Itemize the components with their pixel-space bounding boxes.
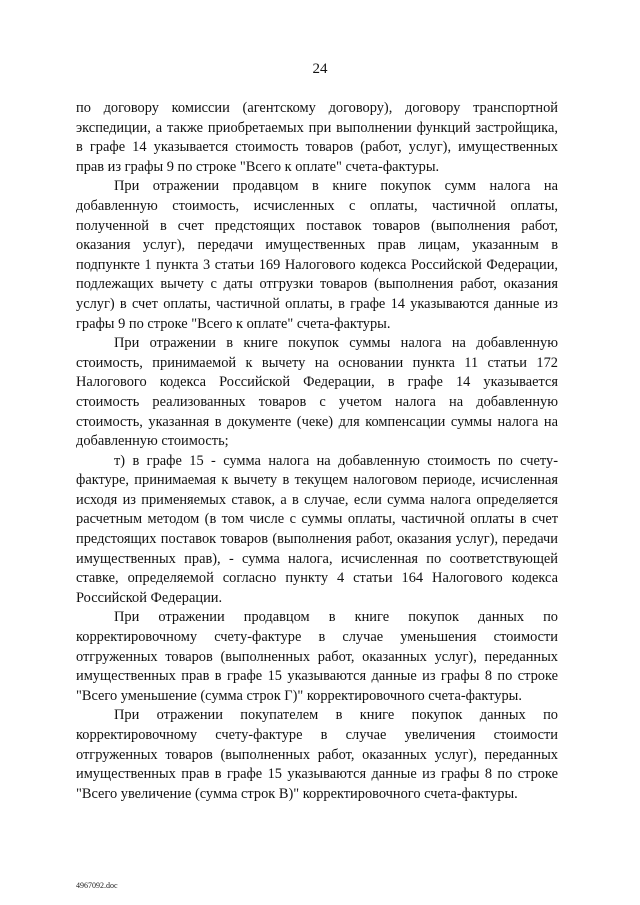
paragraph-tax-refund-check: При отражении в книге покупок суммы налога на добавленную стоимость, принимаемой к вычету на основании пункта 11 статьи 172 Налогового кодекса Российской Федерации, в графе 14 указывается стоимость реализованных товаров с учетом налога на добавленную стоимость, указанная в документе (чеке) для компенсации суммы налога на добавленную стоимость; xyxy=(76,335,558,450)
paragraph-buyer-correction-increase: При отражении покупателем в книге покупок данных по корректировочному счету-фактуре в случае увеличения стоимости отгруженных товаров (выполненных работ, оказанных услуг), переданных имущественных прав в графе 15 указываются данные из графы 8 по строке "Всего увеличение (сумма строк В)" корректировочного счета-фактуры. xyxy=(76,707,558,802)
document-file-id: 4967092.doc xyxy=(76,881,118,890)
paragraph-seller-advance-payment: При отражении продавцом в книге покупок сумм налога на добавленную стоимость, исчисленных с оплаты, частичной оплаты, полученной в счет предстоящих поставок товаров (выполнения работ, оказания услуг), передачи имущественных прав лицам, указанным в подпункте 1 пункта 3 статьи 169 Налогового кодекса Российской Федерации, подлежащих вычету с даты отгрузки товаров (выполнения работ, оказания услуг) в счет оплаты, частичной оплаты, в графе 14 указываются данные из графы 9 по строке "Всего к оплате" счета-фактуры. xyxy=(76,178,558,332)
document-body xyxy=(76,99,558,804)
paragraph-continuation: по договору комиссии (агентскому договору), договору транспортной экспедиции, а также приобретаемых при выполнении функций застройщика, в графе 14 указывается стоимость товаров (работ, услуг), имущественных прав из графы 9 по строке "Всего к оплате" счета-фактуры. xyxy=(76,100,558,175)
paragraph-item-t-column-15: т) в графе 15 - сумма налога на добавленную стоимость по счету-фактуре, принимаемая к вычету в текущем налоговом периоде, исчисленная исходя из применяемых ставок, а в случае, если сумма налога определяется расчетным методом (в том числе с суммы оплаты, частичной оплаты в счет предстоящих поставок товаров (выполнения работ, оказания услуг), передачи имущественных прав), - сумма налога, исчисленная по соответствующей ставке, определяемой согласно пункту 4 статьи 164 Налогового кодекса Российской Федерации. xyxy=(76,452,558,606)
page-number: 24 xyxy=(312,61,328,77)
paragraph-seller-correction-decrease: При отражении продавцом в книге покупок данных по корректировочному счету-фактуре в случае уменьшения стоимости отгруженных товаров (выполненных работ, оказанных услуг), переданных имущественных прав в графе 15 указываются данные из графы 8 по строке "Всего уменьшение (сумма строк Г)" корректировочного счета-фактуры. xyxy=(76,609,558,704)
